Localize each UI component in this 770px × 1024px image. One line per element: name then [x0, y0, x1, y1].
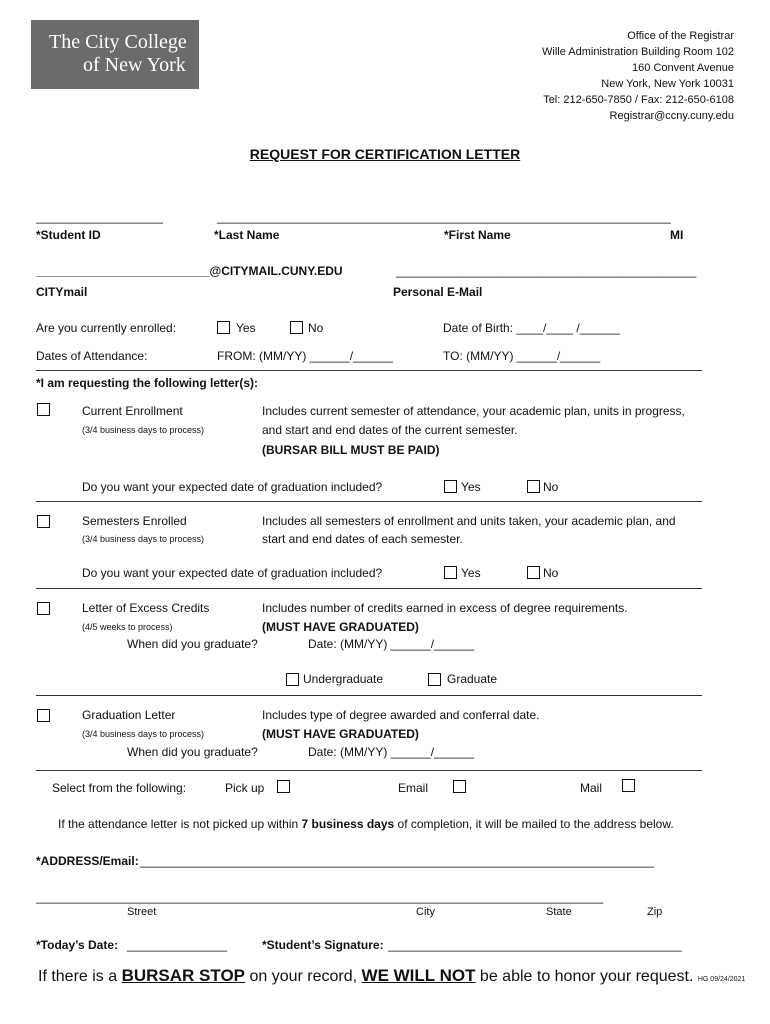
current-enrollment-desc: and start and end dates of the current semester. [262, 423, 518, 437]
mi-label: MI [670, 228, 684, 242]
todays-date-label: *Today’s Date: [36, 938, 119, 952]
notice-days: 7 business days [301, 817, 395, 831]
current-grad-no-checkbox[interactable] [527, 480, 540, 493]
graduation-date-question: Do you want your expected date of graduation included? [82, 480, 383, 494]
semesters-enrolled-desc: start and end dates of each semester. [262, 532, 463, 546]
city-label: City [416, 906, 435, 918]
excess-credits-desc: Includes number of credits earned in excess of degree requirements. [262, 601, 628, 615]
divider [36, 770, 702, 771]
semesters-enrolled-time: (3/4 business days to process) [82, 534, 205, 544]
address-field[interactable]: _____________________________________________________________________________ [140, 854, 654, 868]
requesting-label: *I am requesting the following letter(s): [36, 376, 259, 390]
current-enrollment-time: (3/4 business days to process) [82, 425, 205, 435]
current-enrollment-checkbox[interactable] [37, 403, 50, 416]
current-grad-yes-checkbox[interactable] [444, 480, 457, 493]
warning-text: on your record, [245, 968, 362, 985]
graduate-label: Graduate [447, 672, 498, 686]
semesters-grad-yes-checkbox[interactable] [444, 566, 457, 579]
pickup-notice [58, 817, 674, 831]
will-not-text: WE WILL NOT [361, 966, 476, 985]
when-graduate-label: When did you graduate? [127, 637, 258, 651]
office-line: 160 Convent Avenue [632, 62, 734, 74]
address-label: *ADDRESS/Email: [36, 854, 139, 868]
date-of-birth-field[interactable]: Date of Birth: ____/____ /______ [443, 321, 620, 335]
semesters-grad-yes-label: Yes [461, 566, 481, 580]
semesters-enrolled-checkbox[interactable] [37, 515, 50, 528]
street-label: Street [127, 906, 157, 918]
citymail-label: CITYmail [36, 285, 88, 299]
when-graduate-label: When did you graduate? [127, 745, 258, 759]
undergraduate-label: Undergraduate [303, 672, 384, 686]
enrolled-yes-label: Yes [236, 321, 256, 335]
warning-text: be able to honor your request. [475, 968, 694, 985]
office-line: Office of the Registrar [627, 30, 734, 42]
todays-date-field[interactable]: _______________ [127, 938, 228, 952]
registrar-address [542, 28, 734, 124]
must-graduate-note: (MUST HAVE GRADUATED) [262, 727, 419, 741]
pickup-label: Pick up [225, 781, 265, 795]
graduation-date-question: Do you want your expected date of graduation included? [82, 566, 383, 580]
mail-checkbox[interactable] [622, 779, 635, 792]
form-code: HG 09/24/2021 [697, 976, 746, 983]
enrolled-no-label: No [308, 321, 324, 335]
dates-attendance-label: Dates of Attendance: [36, 349, 148, 363]
email-label: Email [398, 781, 429, 795]
bursar-note: (BURSAR BILL MUST BE PAID) [262, 443, 440, 457]
signature-field[interactable]: ____________________________________________ [388, 938, 682, 952]
semesters-grad-no-label: No [543, 566, 559, 580]
email-checkbox[interactable] [453, 780, 466, 793]
semesters-grad-no-checkbox[interactable] [527, 566, 540, 579]
semesters-enrolled-desc: Includes all semesters of enrollment and units taken, your academic plan, and [262, 514, 676, 528]
excess-credits-time: (4/5 weeks to process) [82, 622, 173, 632]
bursar-stop-text: BURSAR STOP [121, 966, 246, 985]
notice-text: of completion, it will be mailed to the address below. [394, 817, 674, 831]
graduate-checkbox[interactable] [428, 673, 441, 686]
attendance-to-field[interactable]: TO: (MM/YY) ______/______ [443, 349, 601, 363]
office-line: New York, New York 10031 [601, 78, 734, 90]
bursar-warning [38, 966, 745, 986]
warning-text: If there is a [38, 968, 122, 985]
enrolled-yes-checkbox[interactable] [217, 321, 230, 334]
mail-label: Mail [580, 781, 603, 795]
undergraduate-checkbox[interactable] [286, 673, 299, 686]
office-email[interactable]: Registrar@ccny.cuny.edu [609, 110, 734, 122]
street-address-field[interactable]: _____________________________________________________________________________________ [36, 890, 604, 904]
enrolled-no-checkbox[interactable] [290, 321, 303, 334]
semesters-enrolled-name: Semesters Enrolled [82, 514, 187, 528]
graduation-letter-name: Graduation Letter [82, 708, 176, 722]
logo-line-1: The City College [49, 31, 187, 53]
office-line: Wille Administration Building Room 102 [542, 46, 734, 58]
zip-label: Zip [647, 906, 663, 918]
citymail-field[interactable]: __________________________@CITYMAIL.CUNY.EDU [36, 264, 343, 278]
last-name-label: *Last Name [214, 228, 280, 242]
name-field[interactable]: ____________________________________________________________________ [217, 210, 671, 224]
current-enrollment-desc: Includes current semester of attendance, your academic plan, units in progress, [262, 404, 685, 418]
notice-text: If the attendance letter is not picked up within [58, 817, 302, 831]
student-id-label: *Student ID [36, 228, 101, 242]
logo-line-2: of New York [83, 54, 186, 76]
current-grad-yes-label: Yes [461, 480, 481, 494]
pickup-checkbox[interactable] [277, 780, 290, 793]
student-id-field[interactable]: ___________________ [36, 210, 163, 224]
graduation-letter-time: (3/4 business days to process) [82, 729, 205, 739]
must-graduate-note: (MUST HAVE GRADUATED) [262, 620, 419, 634]
attendance-from-field[interactable]: FROM: (MM/YY) ______/______ [217, 349, 394, 363]
personal-email-field[interactable]: _____________________________________________ [396, 264, 697, 278]
graduation-letter-desc: Includes type of degree awarded and conferral date. [262, 708, 540, 722]
signature-label: *Student’s Signature: [262, 938, 384, 952]
form-title: REQUEST FOR CERTIFICATION LETTER [249, 146, 521, 162]
current-enrollment-name: Current Enrollment [82, 404, 183, 418]
office-line: Tel: 212-650-7850 / Fax: 212-650-6108 [543, 94, 734, 106]
state-label: State [546, 906, 572, 918]
graduation-letter-checkbox[interactable] [37, 709, 50, 722]
divider [36, 370, 702, 371]
personal-email-label: Personal E-Mail [393, 285, 483, 299]
college-logo [31, 20, 199, 89]
graduation-date-field[interactable]: Date: (MM/YY) ______/______ [308, 745, 475, 759]
enrolled-question: Are you currently enrolled: [36, 321, 177, 335]
excess-credits-name: Letter of Excess Credits [82, 601, 210, 615]
excess-grad-date-field[interactable]: Date: (MM/YY) ______/______ [308, 637, 475, 651]
select-delivery-label: Select from the following: [52, 781, 187, 795]
divider [36, 695, 702, 696]
divider [36, 588, 702, 589]
divider [36, 501, 702, 502]
excess-credits-checkbox[interactable] [37, 602, 50, 615]
current-grad-no-label: No [543, 480, 559, 494]
first-name-label: *First Name [444, 228, 511, 242]
